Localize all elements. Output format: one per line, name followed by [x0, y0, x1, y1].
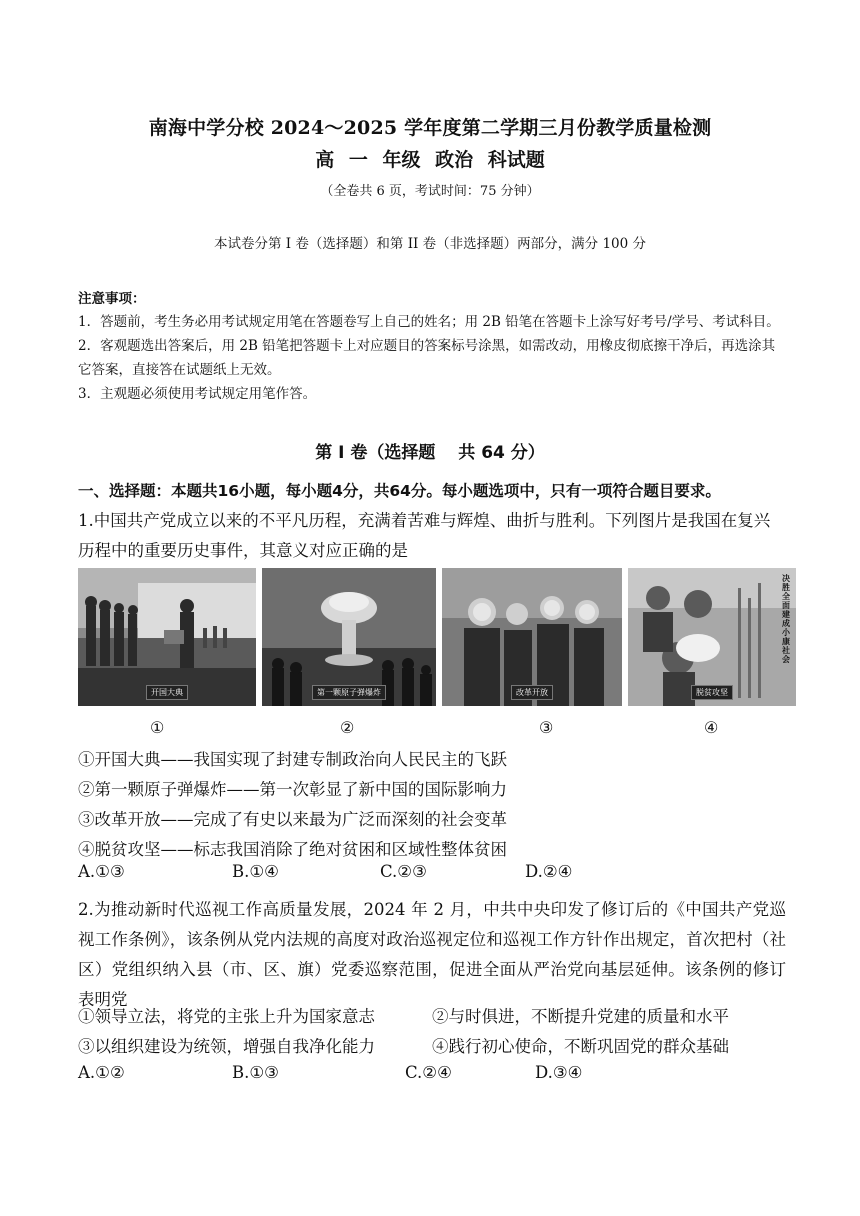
option-statement: ③改革开放——完成了有史以来最为广泛而深刻的社会变革 [78, 810, 507, 829]
image-label: ③ [539, 718, 554, 737]
option-statement: ②与时俱进，不断提升党建的质量和水平 [432, 1007, 729, 1026]
notice-item: 1．答题前，考生务必用考试规定用笔在答题卷写上自己的姓名；用 2B 铅笔在答题卡上涂写好考号/学号、考试科目。 [78, 314, 780, 330]
section-title: 第 I 卷（选择题 共 64 分） [315, 443, 545, 463]
option-statement: ④脱贫攻坚——标志我国消除了绝对贫困和区域性整体贫困 [78, 840, 507, 859]
notice-title: 注意事项： [78, 291, 146, 307]
image-poverty-alleviation [628, 568, 796, 706]
poster-text: 决胜全面建成小康社会 [782, 574, 790, 664]
question-1-choices [78, 862, 778, 886]
choice-b[interactable]: B.①③ [232, 1063, 279, 1082]
part-title: 一、选择题：本题共16小题，每小题4分，共64分。每小题选项中，只有一项符合题目要求。 [78, 482, 721, 500]
choice-d[interactable]: D.③④ [535, 1063, 583, 1082]
question-2-stem: 2.为推动新时代巡视工作高质量发展，2024 年 2 月，中共中央印发了修订后的《中国共产党巡视工作条例》，该条例从党内法规的高度对政治巡视定位和巡视工作方针作出规定，首次把村（社区）党组织纳入县（市、区、旗）党委巡察范围，促进全面从严治党向基层延伸。该条例的修订表明党 [78, 900, 786, 1009]
image-caption: 开国大典 [146, 685, 188, 700]
image-founding-ceremony [78, 568, 256, 706]
image-reform-opening [442, 568, 622, 706]
image-label: ④ [704, 718, 719, 737]
option-statement: ④践行初心使命，不断巩固党的群众基础 [432, 1037, 729, 1056]
choice-c[interactable]: C.②③ [380, 862, 427, 881]
exam-scope: 本试卷分第 I 卷（选择题）和第 II 卷（非选择题）两部分，满分 100 分 [213, 236, 646, 252]
option-statement: ②第一颗原子弹爆炸——第一次彰显了新中国的国际影响力 [78, 780, 507, 799]
history-images [78, 568, 796, 706]
notice-item: 2．客观题选出答案后，用 2B 铅笔把答题卡上对应题目的答案标号涂黑，如需改动，用橡皮彻底擦干净后，再选涂其它答案，直接答在试题纸上无效。 [78, 338, 776, 378]
option-statement: ①领导立法，将党的主张上升为国家意志 [78, 1007, 375, 1026]
notice-list [78, 310, 788, 406]
image-caption: 第一颗原子弹爆炸 [312, 685, 386, 700]
exam-subtitle: 高 一 年级 政治 科试题 [315, 149, 545, 171]
question-1-stem: 1.中国共产党成立以来的不平凡历程，充满着苦难与辉煌、曲折与胜利。下列图片是我国在复兴历程中的重要历史事件，其意义对应正确的是 [78, 511, 771, 560]
image-label: ① [150, 718, 165, 737]
image-label: ② [340, 718, 355, 737]
image-labels [0, 718, 860, 738]
question-2-choices [78, 1063, 778, 1087]
notice-item: 3．主观题必须使用考试规定用笔作答。 [78, 386, 317, 402]
choice-b[interactable]: B.①④ [232, 862, 279, 881]
option-statement: ③以组织建设为统领，增强自我净化能力 [78, 1037, 375, 1056]
option-statement: ①开国大典——我国实现了封建专制政治向人民民主的飞跃 [78, 750, 507, 769]
exam-info: （全卷共 6 页，考试时间：75 分钟） [320, 184, 540, 199]
question-2-options [78, 1002, 788, 1062]
choice-a[interactable]: A.①③ [78, 862, 125, 881]
exam-title: 南海中学分校 2024～2025 学年度第二学期三月份教学质量检测 [148, 117, 712, 139]
question-1-options [78, 745, 788, 865]
choice-d[interactable]: D.②④ [525, 862, 573, 881]
image-caption: 改革开放 [511, 685, 553, 700]
image-atomic-bomb [262, 568, 436, 706]
image-caption: 脱贫攻坚 [691, 685, 733, 700]
choice-c[interactable]: C.②④ [405, 1063, 452, 1082]
choice-a[interactable]: A.①② [78, 1063, 125, 1082]
